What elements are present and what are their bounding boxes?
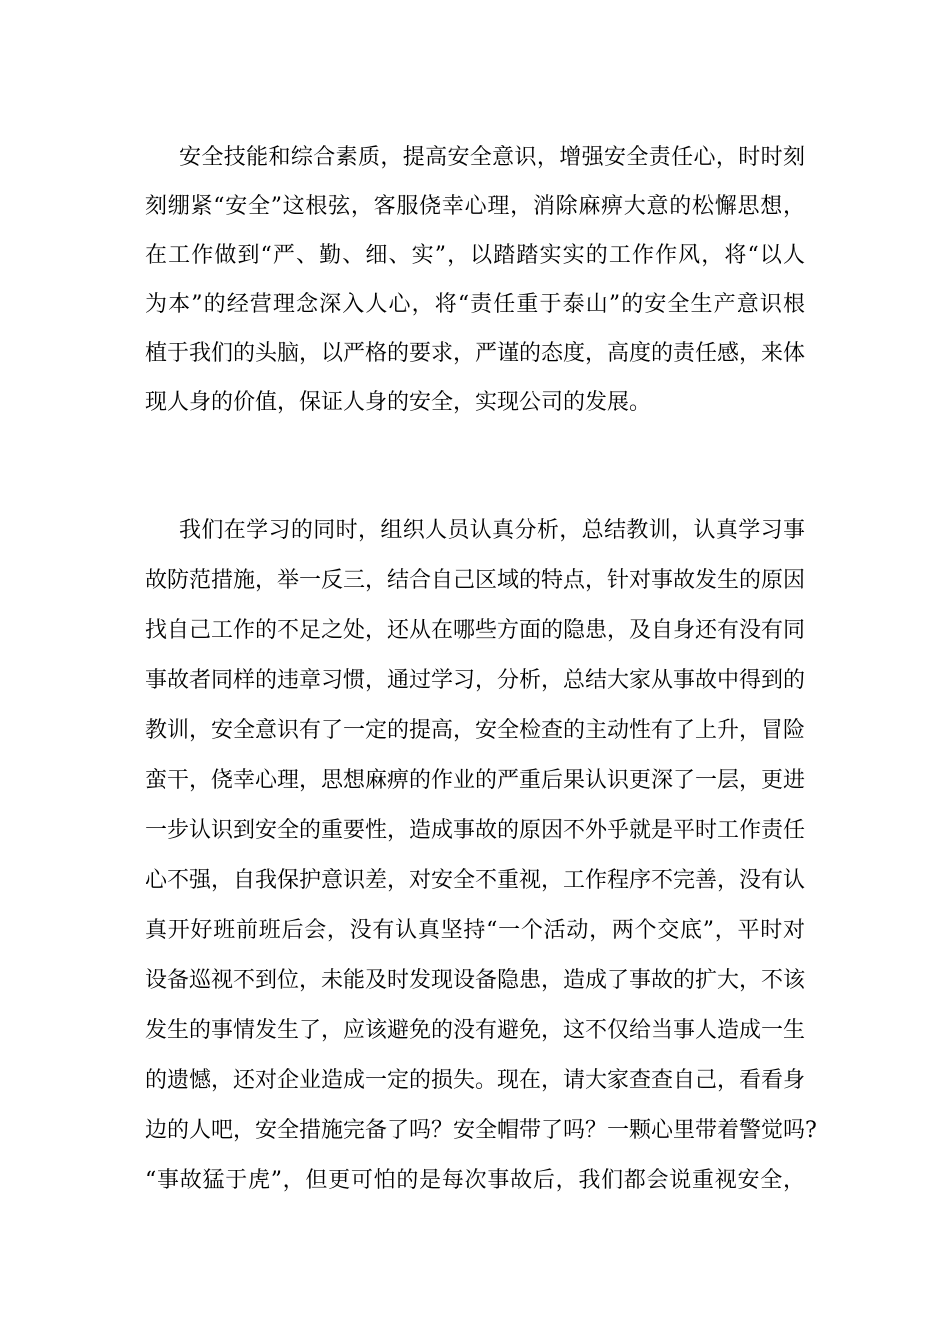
text-line: 的遗憾，还对企业造成一定的损失。现在，请大家查查自己，看看身 [145, 1068, 806, 1093]
text-line: 边的人吧，安全措施完备了吗？安全帽带了吗？一颗心里带着警觉吗? [145, 1118, 817, 1143]
text-line: 为本”的经营理念深入人心，将“责任重于泰山”的安全生产意识根 [145, 292, 805, 317]
text-line: 在工作做到“严、勤、细、实”，以踏踏实实的工作作风，将“以人 [145, 243, 805, 268]
text-line: 植于我们的头脑，以严格的要求，严谨的态度，高度的责任感，来体 [145, 341, 806, 366]
text-line: 我们在学习的同时，组织人员认真分析，总结教训，认真学习事 [179, 518, 805, 543]
text-line: 一步认识到安全的重要性，造成事故的原因不外乎就是平时工作责任 [145, 818, 806, 843]
text-line: 真开好班前班后会，没有认真坚持“一个活动，两个交底”，平时对 [145, 918, 805, 943]
text-line: 事故者同样的违章习惯，通过学习，分析，总结大家从事故中得到的 [145, 668, 806, 693]
text-line: 发生的事情发生了，应该避免的没有避免，这不仅给当事人造成一生 [145, 1018, 806, 1043]
text-line: 找自己工作的不足之处，还从在哪些方面的隐患，及自身还有没有同 [145, 618, 806, 643]
text-line: 教训，安全意识有了一定的提高，安全检查的主动性有了上升，冒险 [145, 718, 806, 743]
text-line: 现人身的价值，保证人身的安全，实现公司的发展。 [145, 390, 652, 415]
text-line: 蛮干，侥幸心理，思想麻痹的作业的严重后果认识更深了一层，更进 [145, 768, 806, 793]
text-line: 安全技能和综合素质，提高安全意识，增强安全责任心，时时刻 [179, 145, 805, 170]
text-line: 故防范措施，举一反三，结合自己区域的特点，针对事故发生的原因 [145, 568, 806, 593]
text-line: “事故猛于虎”，但更可怕的是每次事故后，我们都会说重视安全， [145, 1168, 805, 1193]
text-line: 刻绷紧“安全”这根弦，客服侥幸心理，消除麻痹大意的松懈思想， [145, 194, 805, 219]
text-line: 设备巡视不到位，未能及时发现设备隐患，造成了事故的扩大，不该 [145, 968, 806, 993]
text-line: 心不强，自我保护意识差，对安全不重视，工作程序不完善，没有认 [145, 868, 806, 893]
